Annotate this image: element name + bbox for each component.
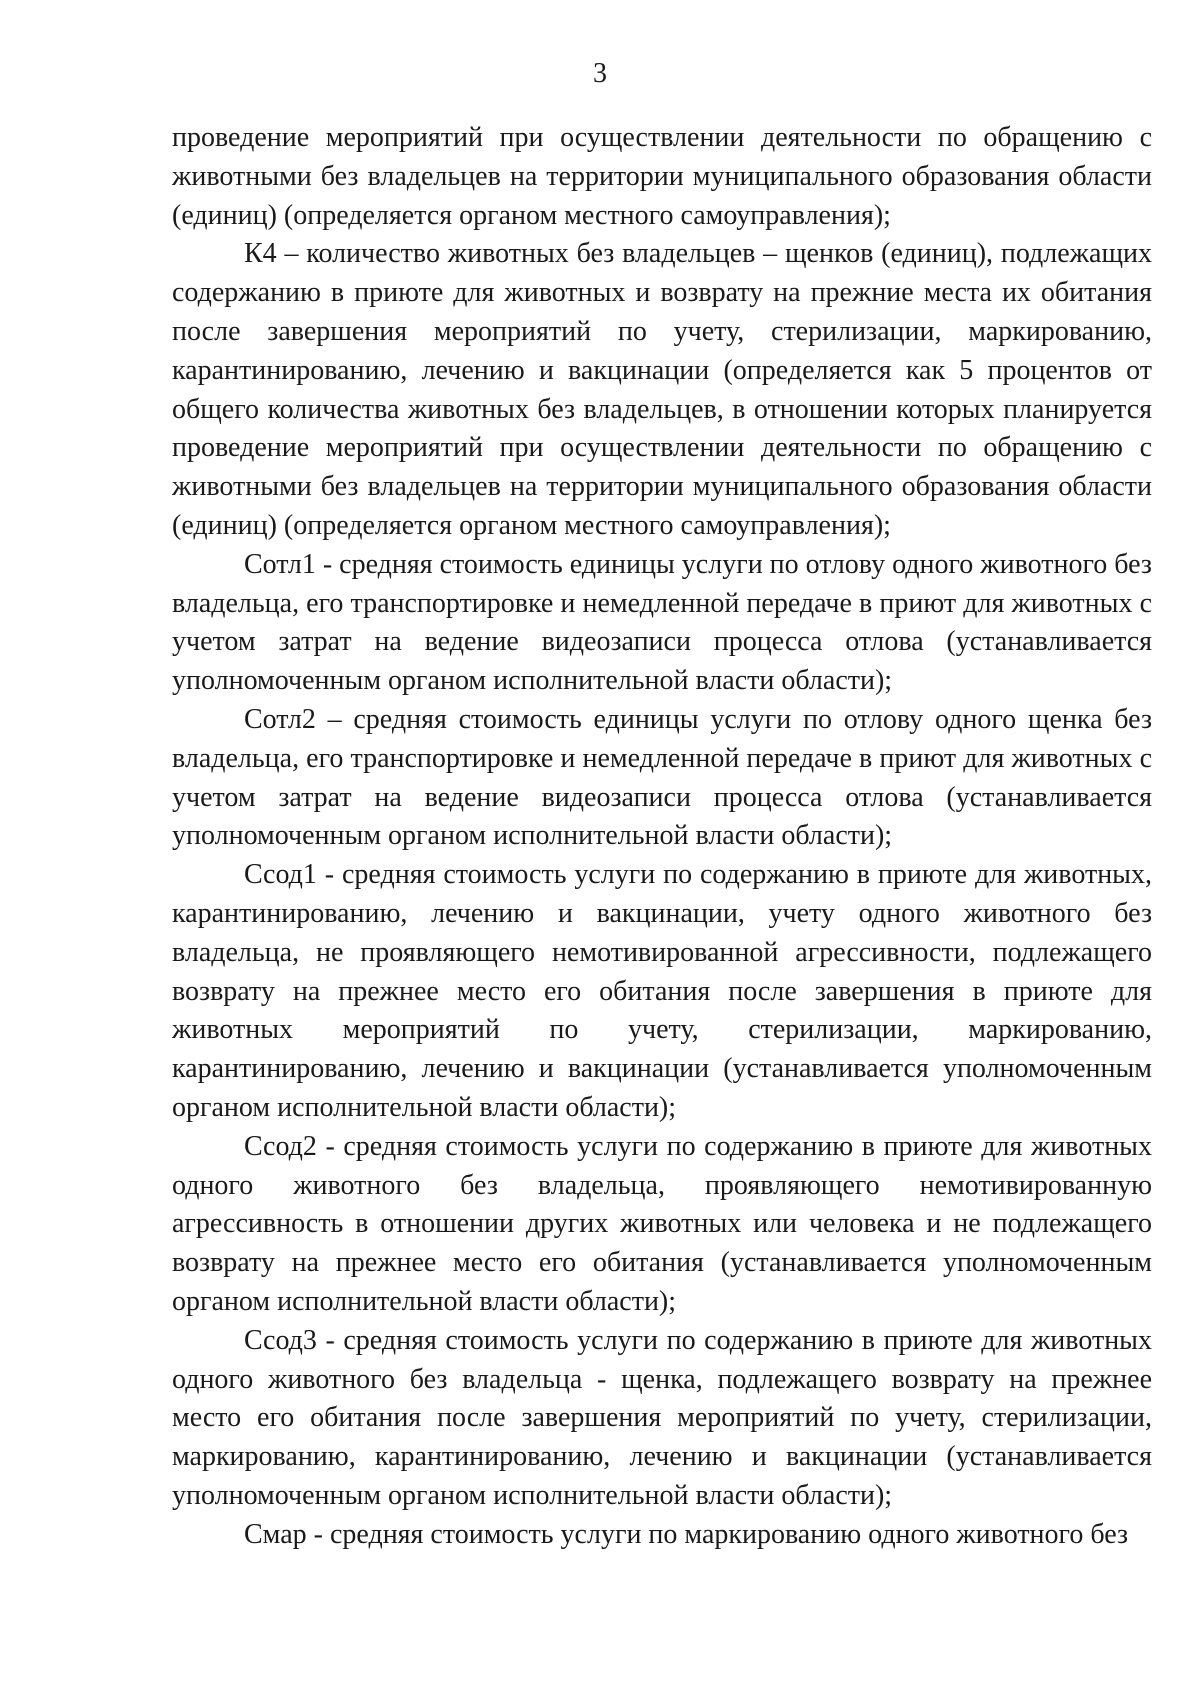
paragraph-ssod3: Ссод3 - средняя стоимость услуги по содержанию в приюте для животных одного животного без владельца - щенка, подлежащего возврату на прежнее место его обитания после завершения мероприятий по учету, стерилизации, маркированию, карантинированию, лечению и вакцинации (устанавливается уполномоченным органом исполнительной власти области);: [172, 1324, 1152, 1511]
paragraph-k4: К4 – количество животных без владельцев – щенков (единиц), подлежащих содержанию в приюте для животных и возврату на прежние места их обитания после завершения мероприятий по учету, стерилизации, маркированию, карантинированию, лечению и вакцинации (определяется как 5 процентов от общего количества животных без владельцев, в отношении которых планируется проведение мероприятий при осуществлении деятельности по обращению с животными без владельцев на территории муниципального образования области (единиц) (определяется органом местного самоуправления);: [172, 238, 1152, 541]
page-number: 3: [593, 58, 607, 89]
paragraph-sotl1: Сотл1 - средняя стоимость единицы услуги по отлову одного животного без владельца, его транспортировке и немедленной передаче в приют для животных с учетом затрат на ведение видеозаписи процесса отлова (устанавливается уполномоченным органом исполнительной власти области);: [172, 548, 1152, 697]
body-text: [172, 119, 1152, 1554]
paragraph-ssod2: Ссод2 - средняя стоимость услуги по содержанию в приюте для животных одного животного без владельца, проявляющего немотивированную агрессивность в отношении других животных или человека и не подлежащего возврату на прежнее место его обитания (устанавливается уполномоченным органом исполнительной власти области);: [172, 1130, 1152, 1317]
paragraph-sotl2: Сотл2 – средняя стоимость единицы услуги по отлову одного щенка без владельца, его транспортировке и немедленной передаче в приют для животных с учетом затрат на ведение видеозаписи процесса отлова (устанавливается уполномоченным органом исполнительной власти области);: [172, 703, 1152, 852]
paragraph-smar: Смар - средняя стоимость услуги по маркированию одного животного без: [244, 1518, 1129, 1550]
paragraph-ssod1: Ссод1 - средняя стоимость услуги по содержанию в приюте для животных, карантинированию, лечению и вакцинации, учету одного животного без владельца, не проявляющего немотивированной агрессивности, подлежащего возврату на прежнее место его обитания после завершения в приюте для животных мероприятий по учету, стерилизации, маркированию, карантинированию, лечению и вакцинации (устанавливается уполномоченным органом исполнительной власти области);: [172, 859, 1152, 1123]
paragraph-continuation: проведение мероприятий при осуществлении деятельности по обращению с животными без владельцев на территории муниципального образования области (единиц) (определяется органом местного самоуправления);: [172, 122, 1152, 231]
